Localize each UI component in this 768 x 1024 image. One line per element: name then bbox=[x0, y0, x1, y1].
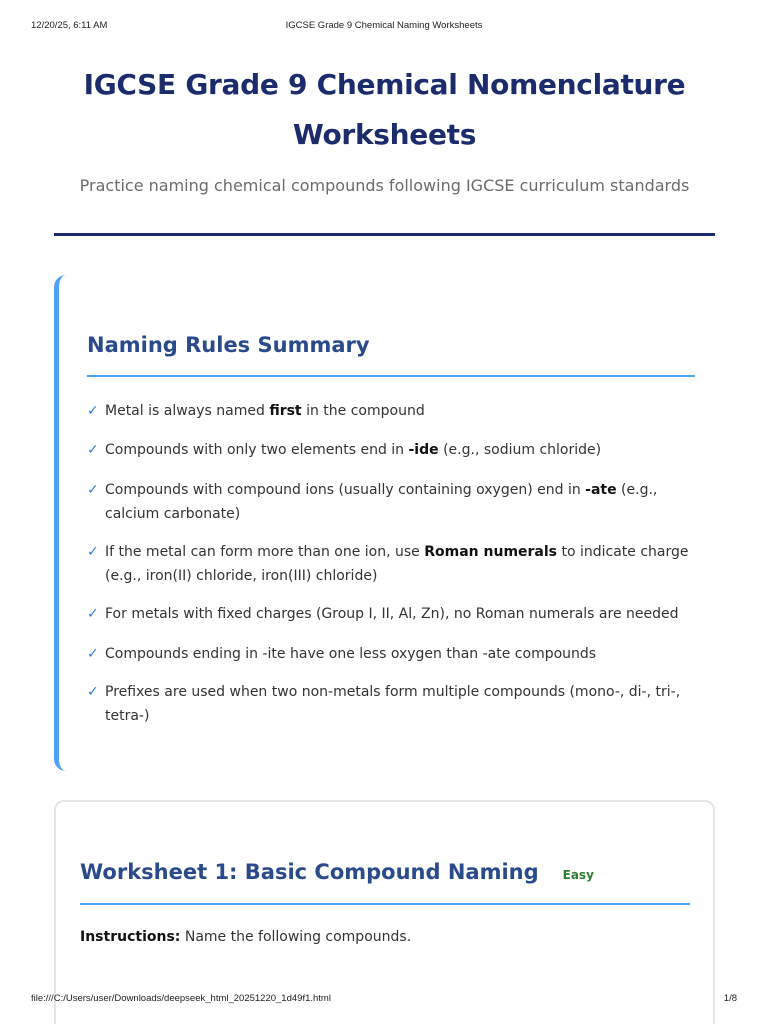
naming-rule-text-cont: in the compound bbox=[301, 403, 425, 419]
page-subtitle: Practice naming chemical compounds following IGCSE curriculum standards bbox=[79, 176, 690, 195]
naming-rule-text: Compounds with compound ions (usually containing oxygen) end in bbox=[105, 482, 586, 498]
naming-rule-item bbox=[87, 680, 697, 728]
naming-rules-list bbox=[87, 399, 697, 728]
naming-rule-text: Metal is always named bbox=[105, 403, 270, 419]
naming-rules-card bbox=[54, 275, 715, 771]
naming-rule-text: For metals with fixed charges (Group I, II, Al, Zn), no Roman numerals are needed bbox=[105, 606, 679, 622]
page-title-line-1: IGCSE Grade 9 Chemical Nomenclature bbox=[83, 68, 686, 101]
naming-rule-text: Compounds with only two elements end in bbox=[105, 442, 409, 458]
naming-rules-divider bbox=[87, 375, 695, 377]
instructions-text: Name the following compounds. bbox=[180, 929, 412, 945]
check-icon: ✓ bbox=[87, 482, 99, 498]
difficulty-badge: Easy bbox=[562, 868, 594, 882]
naming-rules-heading: Naming Rules Summary bbox=[87, 333, 370, 357]
hero-divider bbox=[54, 233, 715, 236]
check-icon: ✓ bbox=[87, 606, 99, 622]
naming-rule-emphasis: first bbox=[269, 403, 302, 419]
naming-rule-text-cont: (e.g., sodium chloride) bbox=[438, 442, 602, 458]
naming-rule-emphasis: -ate bbox=[585, 482, 617, 498]
hero bbox=[54, 60, 715, 195]
print-footer bbox=[0, 993, 768, 1007]
naming-rule-item bbox=[87, 602, 697, 626]
naming-rule-item bbox=[87, 642, 697, 666]
check-icon: ✓ bbox=[87, 442, 99, 458]
page-title bbox=[54, 60, 715, 160]
naming-rule-text: If the metal can form more than one ion, use bbox=[105, 544, 425, 560]
naming-rule-text-cont: (e.g., calcium carbonate) bbox=[105, 482, 658, 522]
print-page-number: 1/8 bbox=[723, 993, 737, 1004]
worksheet-1-title-row bbox=[80, 860, 594, 884]
check-icon: ✓ bbox=[87, 544, 99, 560]
instructions-label: Instructions: bbox=[80, 929, 181, 945]
print-file-path: file:///C:/Users/user/Downloads/deepseek_html_20251220_1d49f1.html bbox=[31, 993, 331, 1004]
worksheet-1-divider bbox=[80, 903, 690, 905]
page-title-line-2: Worksheets bbox=[292, 118, 477, 151]
naming-rule-item bbox=[87, 438, 697, 462]
worksheet-1-title: Worksheet 1: Basic Compound Naming bbox=[80, 860, 539, 884]
print-header bbox=[0, 20, 768, 34]
worksheet-1-instructions bbox=[80, 929, 411, 945]
print-doc-title: IGCSE Grade 9 Chemical Naming Worksheets bbox=[285, 20, 483, 31]
naming-rule-item bbox=[87, 399, 697, 423]
naming-rule-text: Compounds ending in -ite have one less oxygen than -ate compounds bbox=[105, 646, 597, 662]
naming-rule-item bbox=[87, 540, 697, 588]
naming-rule-item bbox=[87, 478, 697, 526]
print-datetime: 12/20/25, 6:11 AM bbox=[31, 20, 108, 31]
check-icon: ✓ bbox=[87, 646, 99, 662]
naming-rule-emphasis: Roman numerals bbox=[424, 544, 558, 560]
naming-rule-text-cont: to indicate charge (e.g., iron(II) chloride, iron(III) chloride) bbox=[105, 544, 689, 584]
check-icon: ✓ bbox=[87, 684, 99, 700]
worksheet-1-card bbox=[54, 800, 715, 1024]
naming-rule-emphasis: -ide bbox=[408, 442, 439, 458]
naming-rule-text: Prefixes are used when two non-metals form multiple compounds (mono-, di-, tri-, tetra-) bbox=[105, 684, 681, 724]
check-icon: ✓ bbox=[87, 403, 99, 419]
